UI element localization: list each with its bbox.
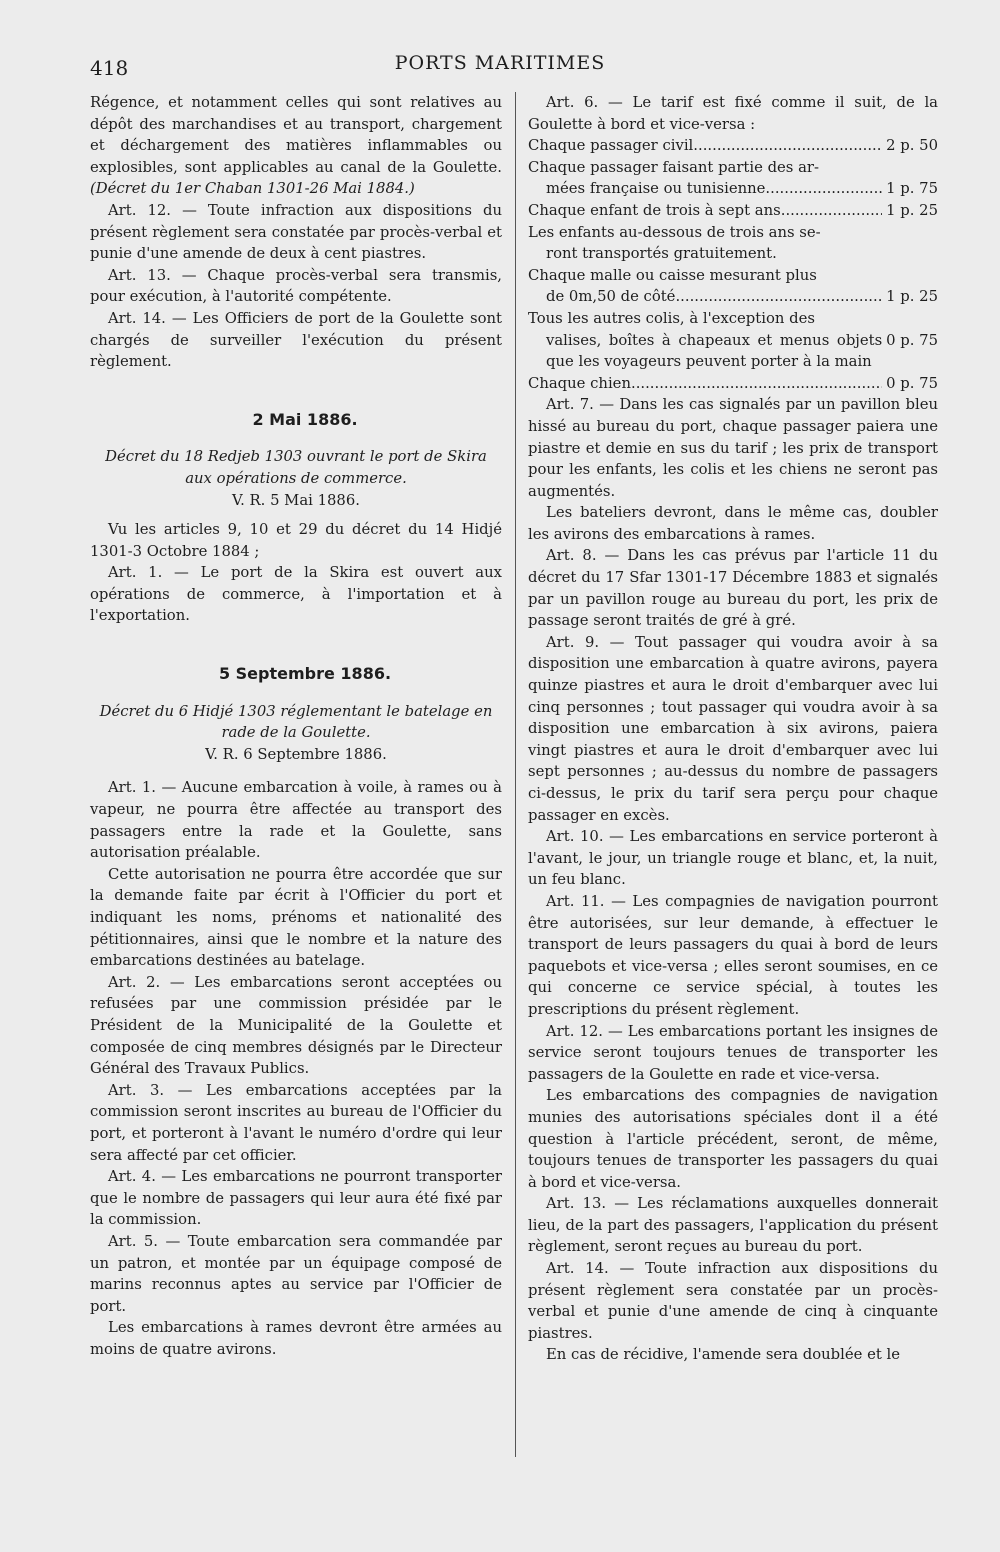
decree-title: Décret du 18 Redjeb 1303 ouvrant le port de Skira aux opérations de commerce. <box>105 448 487 487</box>
article-7: Art. 7. — Dans les cas signalés par un pavillon bleu hissé au bureau du port, chaque passager paiera une piastre et demie en sus du tarif ; les prix de transport pour les enfants, les colis et les chiens ne seront pas augmentés. <box>528 396 938 500</box>
left-column <box>90 92 502 1360</box>
column-divider <box>515 92 516 1457</box>
article-8: Art. 8. — Dans les cas prévus par l'article 11 du décret du 17 Sfar 1301-17 Décembre 1883 et signalés par un pavillon rouge au bureau du port, les prix de passage seront traités de gré à gré. <box>528 547 938 630</box>
paragraph: En cas de récidive, l'amende sera doublée et le <box>546 1346 900 1364</box>
tarif-item: Chaque malle ou caisse mesurant plus de 0m,50 de côté ..... 1 p. 25 <box>528 265 938 308</box>
article-3: Art. 3. — Les embarcations acceptées par la commission seront inscrites au bureau de l'Officier du port, et porteront à l'avant le numéro d'ordre qui leur sera affecté par cet officier. <box>90 1081 502 1164</box>
article-14: Art. 14. — Les Officiers de port de la Goulette sont chargés de surveiller l'exécution du présent règlement. <box>90 309 502 371</box>
tarif-item: Chaque enfant de trois à sept ans ..... 1 p. 25 <box>528 200 938 222</box>
tarif-table <box>528 135 938 394</box>
article-11: Art. 11. — Les compagnies de navigation pourront être autorisées, sur leur demande, à effectuer le transport de leurs passagers du quai à bord de leurs paquebots et vice-versa ; elles seront soumises, en ce qui concerne ce service spécial, à toutes les prescriptions du présent règlement. <box>528 892 938 1018</box>
paragraph: Les embarcations à rames devront être armées au moins de quatre avirons. <box>90 1319 502 1358</box>
tarif-item: Chaque passager faisant partie des ar- mées française ou tunisienne ..... 1 p. 75 <box>528 157 938 200</box>
article-1: Art. 1. — Aucune embarcation à voile, à rames ou à vapeur, ne pourra être affectée au transport des passagers entre la rade et la Goulette, sans autorisation préalable. <box>90 779 502 862</box>
article-2: Art. 2. — Les embarcations seront acceptées ou refusées par une commission présidée par le Président de la Municipalité de la Goulette et composée de cinq membres désignés par le Directeur Général des Travaux Publics. <box>90 973 502 1078</box>
visa-date: V. R. 5 Mai 1886. <box>232 491 360 509</box>
page-number: 418 <box>90 56 129 80</box>
article-4: Art. 4. — Les embarcations ne pourront transporter que le nombre de passagers qui leur aura été fixé par la commission. <box>90 1168 502 1229</box>
paragraph: Les bateliers devront, dans le même cas, doubler les avirons des embarcations à rames. <box>528 504 938 543</box>
article-13: Art. 13. — Chaque procès-verbal sera transmis, pour exécution, à l'autorité compétente. <box>90 266 502 306</box>
article-1: Art. 1. — Le port de la Skira est ouvert aux opérations de commerce, à l'importation et à l'exportation. <box>90 564 502 625</box>
tarif-item: Tous les autres colis, à l'exception des valises, boîtes à chapeaux et menus objets que les voyageurs peuvent porter à la main 0 p. 75 <box>528 309 938 371</box>
paragraph: Cette autorisation ne pourra être accordée que sur la demande faite par écrit à l'Officier du port et indiquant les noms, prénoms et nationalité des pétitionnaires, ainsi que le nombre et la nature des embarcations destinées au batelage. <box>90 865 502 970</box>
paragraph: Les embarcations des compagnies de navigation munies des autorisations spéciales dont il a été question à l'article précédent, seront, de même, toujours tenues de transporter les passagers du quai à bord et vice-versa. <box>528 1087 938 1191</box>
running-title: PORTS MARITIMES <box>394 52 606 74</box>
article-6: Art. 6. — Le tarif est fixé comme il suit, de la Goulette à bord et vice-versa : <box>528 94 938 133</box>
visa-date: V. R. 6 Septembre 1886. <box>205 745 387 763</box>
decree-title: Décret du 6 Hidjé 1303 réglementant le batelage en rade de la Goulette. <box>99 702 493 742</box>
paragraph: Régence, et notamment celles qui sont relatives au dépôt des marchandises et au transport, chargement et déchargement des matières inflammables ou explosibles, sont applicables au canal de la Goulette. (Décret du 1er Chaban 1301-26 Mai 1884.) <box>90 94 502 198</box>
article-12: Art. 12. — Les embarcations portant les insignes de service seront toujours tenues de transporter les passagers de la Goulette en rade et vice-versa. <box>528 1022 938 1083</box>
article-10: Art. 10. — Les embarcations en service porteront à l'avant, le jour, un triangle rouge et blanc, et, la nuit, un feu blanc. <box>528 828 938 889</box>
section-date: 2 Mai 1886. <box>252 409 358 429</box>
article-14: Art. 14. — Toute infraction aux dispositions du présent règlement sera constatée par un procès-verbal et punie d'une amende de cinq à cinquante piastres. <box>528 1260 938 1342</box>
vu-clause: Vu les articles 9, 10 et 29 du décret du 14 Hidjé 1301-3 Octobre 1884 ; <box>90 521 502 560</box>
tarif-item: Les enfants au-dessous de trois ans se- ront transportés gratuitement. <box>528 223 821 263</box>
section-date: 5 Septembre 1886. <box>218 664 392 684</box>
article-5: Art. 5. — Toute embarcation sera commandée par un patron, et montée par un équipage composé de marins reconnus aptes au service par l'Officier de port. <box>90 1232 502 1315</box>
article-9: Art. 9. — Tout passager qui voudra avoir à sa disposition une embarcation à quatre avirons, payera quinze piastres et aura le droit d'embarquer avec lui cinq personnes ; tout passager qui voudra avoir à sa disposition une embarcation à six avirons, paiera vingt piastres et aura le droit d'embarquer avec lui sept personnes ; au-dessus du nombre de passagers ci-dessus, le prix du tarif sera perçu pour chaque passager en excès. <box>528 633 938 824</box>
right-column <box>528 92 938 1366</box>
article-12: Art. 12. — Toute infraction aux dispositions du présent règlement sera constatée par procès-verbal et punie d'une amende de deux à cent piastres. <box>90 201 502 263</box>
tarif-item: Chaque passager civil ..... 2 p. 50 <box>528 135 938 157</box>
tarif-item: Chaque chien ..... 0 p. 75 <box>528 373 938 395</box>
article-13: Art. 13. — Les réclamations auxquelles donnerait lieu, de la part des passagers, l'application du présent règlement, seront reçues au bureau du port. <box>528 1195 938 1256</box>
